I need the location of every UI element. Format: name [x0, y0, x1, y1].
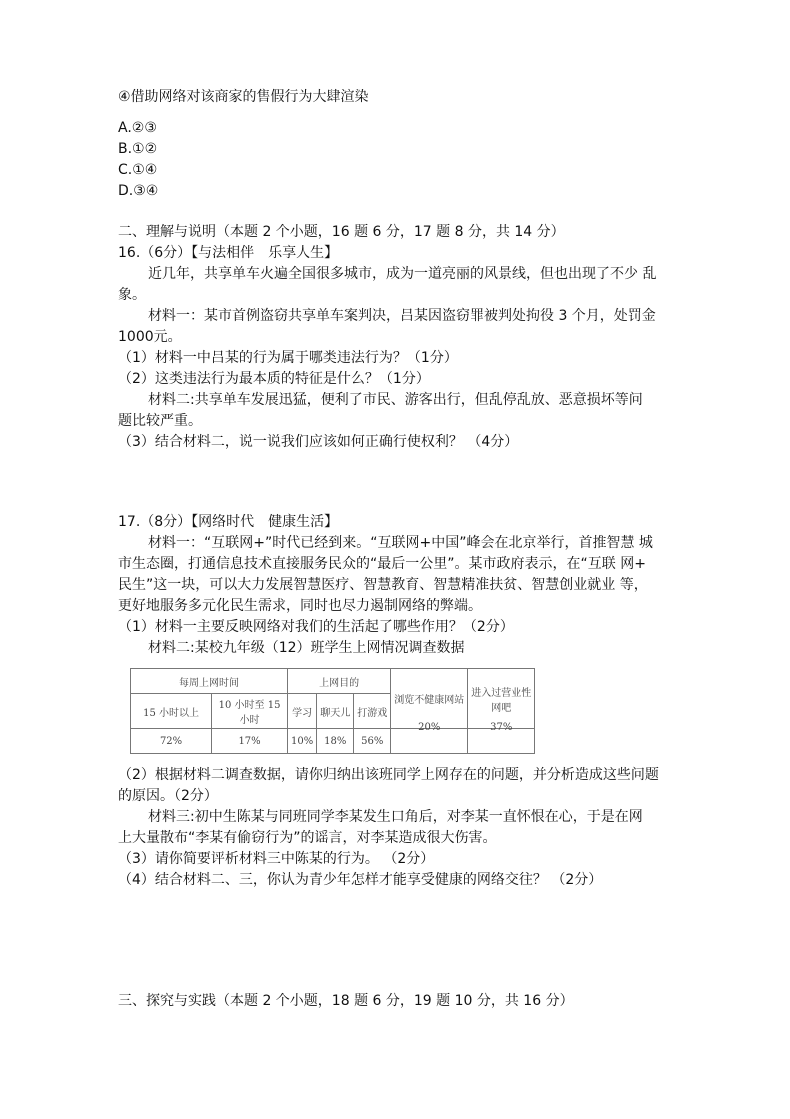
table-header: 进入过营业性网吧: [468, 669, 535, 729]
table-header: 上网目的: [288, 669, 391, 694]
q17-material1: 市生态圈，打通信息技术直接服务民众的“最后一公里”。某市政府表示，在“互联 网+: [118, 556, 646, 572]
q16-question2: （2）这类违法行为最本质的特征是什么？（1分）: [118, 371, 430, 387]
q17-material1: 更好地服务多元化民生需求，同时也尽力遏制网络的弊端。: [118, 598, 482, 614]
table-subheader: 学习: [288, 694, 317, 729]
table-cell: 20%: [391, 715, 468, 740]
table-header: 每周上网时间: [131, 669, 288, 694]
option-b: B.①②: [118, 141, 158, 157]
section3-heading: 三、探究与实践（本题 2 个小题，18 题 6 分，19 题 10 分，共 16 分）: [118, 993, 574, 1009]
q15-item4: ④借助网络对该商家的售假行为大肆渲染: [118, 89, 369, 105]
table-cell: 10%: [288, 729, 317, 754]
q16-question1: （1）材料一中吕某的行为属于哪类违法行为？（1分）: [118, 350, 458, 366]
q17-question3: （3）请你简要评析材料三中陈某的行为。 （2分）: [118, 851, 435, 867]
table-subheader: 聊天儿: [317, 694, 354, 729]
survey-table: [130, 668, 535, 754]
table-cell: 56%: [354, 729, 391, 754]
q17-material1: 材料一：“互联网+”时代已经到来。“互联网+中国”峰会在北京举行，首推智慧 城: [148, 535, 653, 551]
table-cell: 18%: [317, 729, 354, 754]
table-cell: 37%: [468, 715, 535, 740]
table-header: 浏览不健康网站: [391, 669, 468, 729]
q16-material1: 材料一：某市首例盗窃共享单车案判决，吕某因盗窃罪被判处拘役 3 个月，处罚金: [148, 308, 656, 324]
q17-material2: 材料二:某校九年级（12）班学生上网情况调查数据: [148, 640, 465, 656]
q17-title: 17.（8分）【网络时代 健康生活】: [118, 514, 339, 530]
q16-material2: 材料二:共享单车发展迅猛，便利了市民、游客出行，但乱停乱放、恶意损坏等问: [148, 392, 643, 408]
q16-text: 象。: [118, 287, 146, 303]
q17-question1: （1）材料一主要反映网络对我们的生活起了哪些作用？（2分）: [118, 619, 514, 635]
q16-material2: 题比较严重。: [118, 413, 202, 429]
q16-question3: （3）结合材料二，说一说我们应该如何正确行使权利？ （4分）: [118, 434, 519, 450]
option-d: D.③④: [118, 183, 159, 199]
table-cell: 72%: [131, 729, 212, 754]
q17-material1: 民生”这一块，可以大力发展智慧医疗、智慧教育、智慧精准扶贫、智慧创业就业 等，: [118, 577, 648, 593]
q16-text: 近几年，共享单车火遍全国很多城市，成为一道亮丽的风景线，但也出现了不少 乱: [148, 266, 657, 282]
q17-material3: 上大量散布“李某有偷窃行为”的谣言，对李某造成很大伤害。: [118, 830, 497, 846]
q17-material3: 材料三:初中生陈某与同班同学李某发生口角后，对李某一直怀恨在心，于是在网: [148, 809, 643, 825]
q17-question2: （2）根据材料二调查数据，请你归纳出该班同学上网存在的问题，并分析造成这些问题: [118, 767, 659, 783]
q17-question2: 的原因。（2分）: [118, 788, 218, 804]
table-subheader: 10 小时至 15 小时: [212, 694, 288, 729]
q16-title: 16.（6分）【与法相伴 乐享人生】: [118, 245, 339, 261]
table-cell: 17%: [212, 729, 288, 754]
section2-heading: 二、理解与说明（本题 2 个小题，16 题 6 分，17 题 8 分，共 14 分）: [118, 224, 565, 240]
option-a: A.②③: [118, 120, 157, 136]
q17-question4: （4）结合材料二、三，你认为青少年怎样才能享受健康的网络交往？ （2分）: [118, 872, 603, 888]
table-subheader: 打游戏: [354, 694, 391, 729]
option-c: C.①④: [118, 162, 158, 178]
table-subheader: 15 小时以上: [131, 694, 212, 729]
q16-material1: 1000元。: [118, 329, 182, 345]
